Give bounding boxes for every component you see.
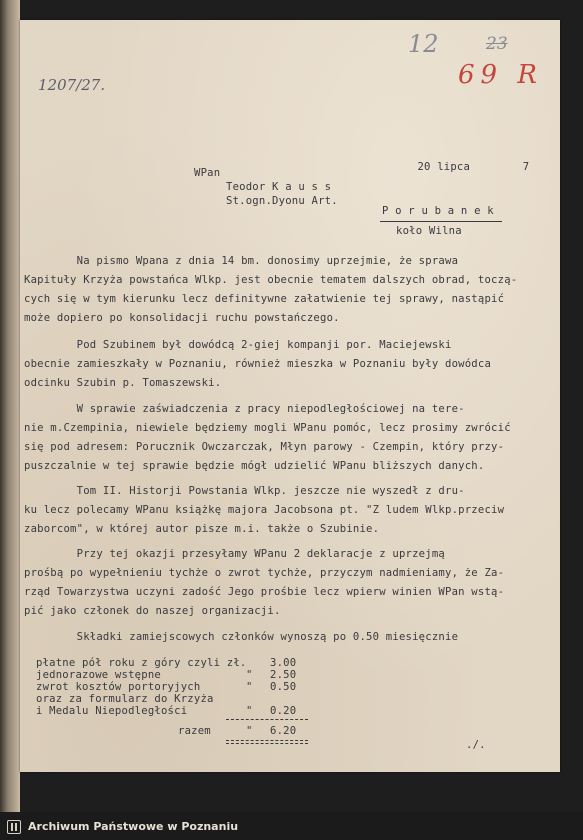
document-page (20, 20, 560, 772)
fee-label: jednorazowe wstępne (36, 669, 161, 681)
body-line: Pod Szubinem był dowódcą 2-giej kompanji por. Maciejewski (24, 339, 452, 351)
total-underline-2 (226, 743, 308, 744)
body-line: Na pismo Wpana z dnia 14 bm. donosimy uprzejmie, że sprawa (24, 255, 459, 267)
folder-edge (0, 0, 20, 812)
fee-label: zwrot kosztów portoryjych (36, 681, 201, 693)
fee-label: oraz za formularz do Krzyża (36, 693, 214, 705)
date-day: 20 lipca (417, 161, 471, 173)
handwritten-page-number: 12 (408, 30, 439, 58)
total-ditto-mark: " (246, 725, 253, 737)
body-line: może dopiero po konsolidacji ruchu powstańczego. (24, 312, 340, 324)
archive-logo-icon (7, 820, 21, 834)
body-line: prośbą po wypełnieniu tychże o zwrot tychże, przyczym nadmieniamy, że Za- (24, 567, 505, 579)
body-line: obecnie zamieszkały w Poznaniu, również mieszka w Poznaniu były dowódca (24, 358, 492, 370)
body-line: zaborcom", w której autor pisze m.i. także o Szubinie. (24, 523, 380, 535)
fee-value: 2.50 (270, 669, 297, 681)
place-region: koło Wilna (396, 225, 462, 237)
date (378, 146, 529, 188)
body-line: ku lecz polecamy WPanu książkę majora Jacobsona pt. "Z ludem Wlkp.przeciw (24, 504, 505, 516)
fee-label: płatne pół roku z góry czyli zł. (36, 657, 247, 669)
place-name: P o r u b a n e k (382, 205, 494, 217)
addressee-rank: St.ogn.Dyonu Art. (226, 195, 338, 207)
body-line: odcinku Szubin p. Tomaszewski. (24, 377, 222, 389)
total-value: 6.20 (270, 725, 297, 737)
body-line: Kapituły Krzyża powstańca Wlkp. jest obecnie tematem dalszych obrad, toczą- (24, 274, 518, 286)
archive-footer (0, 812, 583, 840)
red-annotation-number: 69 R (458, 60, 543, 90)
handwritten-crossed-number: 23 (486, 34, 508, 54)
total-label: razem (178, 725, 211, 737)
archive-name: Archiwum Państwowe w Poznaniu (28, 820, 239, 833)
fee-label: i Medalu Niepodległości (36, 705, 188, 717)
sum-line (226, 719, 308, 720)
fee-value: 0.20 (270, 705, 297, 717)
body-line: W sprawie zaświadczenia z pracy niepodległościowej na tere- (24, 403, 465, 415)
total-underline-1 (226, 740, 308, 741)
body-line: się pod adresem: Porucznik Owczarczak, Młyn parowy - Czempin, który przy- (24, 441, 505, 453)
closing-mark: ./. (466, 739, 486, 751)
body-line: Przy tej okazji przesyłamy WPanu 2 deklaracje z uprzejmą (24, 548, 445, 560)
body-line: rząd Towarzystwa uczyni zadość Jego prośbie lecz wpierw winien WPan wstą- (24, 586, 505, 598)
fee-ditto-mark: " (246, 669, 253, 681)
body-line: nie m.Czempinia, niewiele będziemy mogli WPanu pomóc, lecz prosimy zwrócić (24, 422, 511, 434)
handwritten-ref-number: 1207/27. (38, 76, 106, 94)
fee-ditto-mark: " (246, 705, 253, 717)
fee-value: 3.00 (270, 657, 297, 669)
body-line: pić jako członek do naszej organizacji. (24, 605, 281, 617)
fee-value: 0.50 (270, 681, 297, 693)
addressee-name: Teodor K a u s s (226, 181, 332, 193)
place-underline (380, 221, 502, 222)
date-year: 7 (522, 161, 530, 173)
body-line: puszczalnie w tej sprawie będzie mógł udzielić WPanu bliższych danych. (24, 460, 485, 472)
body-line: Składki zamiejscowych członków wynoszą po 0.50 miesięcznie (24, 631, 459, 643)
addressee-salutation: WPan (194, 167, 221, 179)
body-line: Tom II. Historji Powstania Wlkp. jeszcze nie wyszedł z dru- (24, 485, 465, 497)
body-line: cych się w tym kierunku lecz definitywne załatwienie tej sprawy, nastąpić (24, 293, 505, 305)
fee-ditto-mark: " (246, 681, 253, 693)
